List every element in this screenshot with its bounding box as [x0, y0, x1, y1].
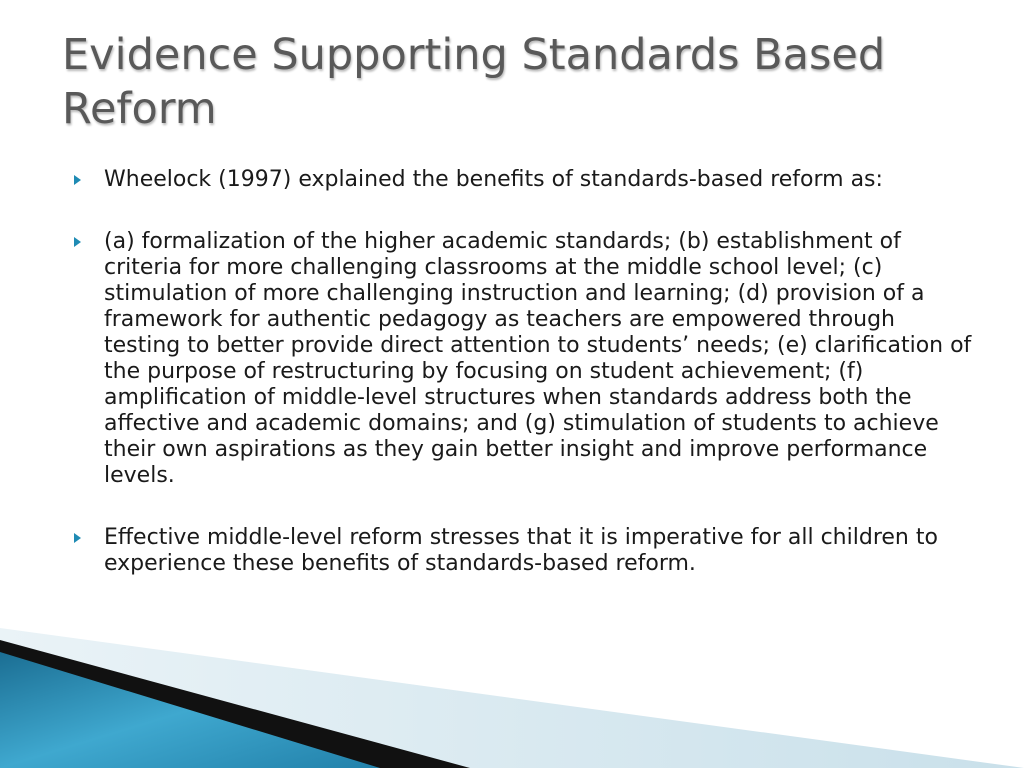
bullet-list: [74, 167, 974, 577]
slide-title: Evidence Supporting Standards Based Reform: [62, 30, 886, 134]
bullet-item: [74, 229, 974, 489]
bullet-text: Effective middle-level reform stresses that it is imperative for all children to experience these benefits of standards-based reform.: [104, 525, 938, 576]
bullet-text: Wheelock (1997) explained the benefits of standards-based reform as:: [104, 167, 883, 192]
triangle-bullet-icon: [74, 237, 81, 247]
bullet-text: (a) formalization of the higher academic standards; (b) establishment of criteria for more challenging classrooms at the middle school level; (c) stimulation of more challenging instruction and learning; (d) provision of a framework for authentic pedagogy as teachers are empowered through testing to better provide direct attention to students’ needs; (e) clarification of the purpose of restructuring by focusing on student achievement; (f) amplification of middle-level structures when standards address both the affective and academic domains; and (g) stimulation of students to achieve their own aspirations as they gain better insight and improve performance levels.: [104, 229, 972, 488]
bullet-item: [74, 525, 974, 577]
bullet-item: [74, 167, 974, 193]
triangle-bullet-icon: [74, 533, 81, 543]
triangle-bullet-icon: [74, 175, 81, 185]
corner-decoration: [0, 628, 1024, 768]
